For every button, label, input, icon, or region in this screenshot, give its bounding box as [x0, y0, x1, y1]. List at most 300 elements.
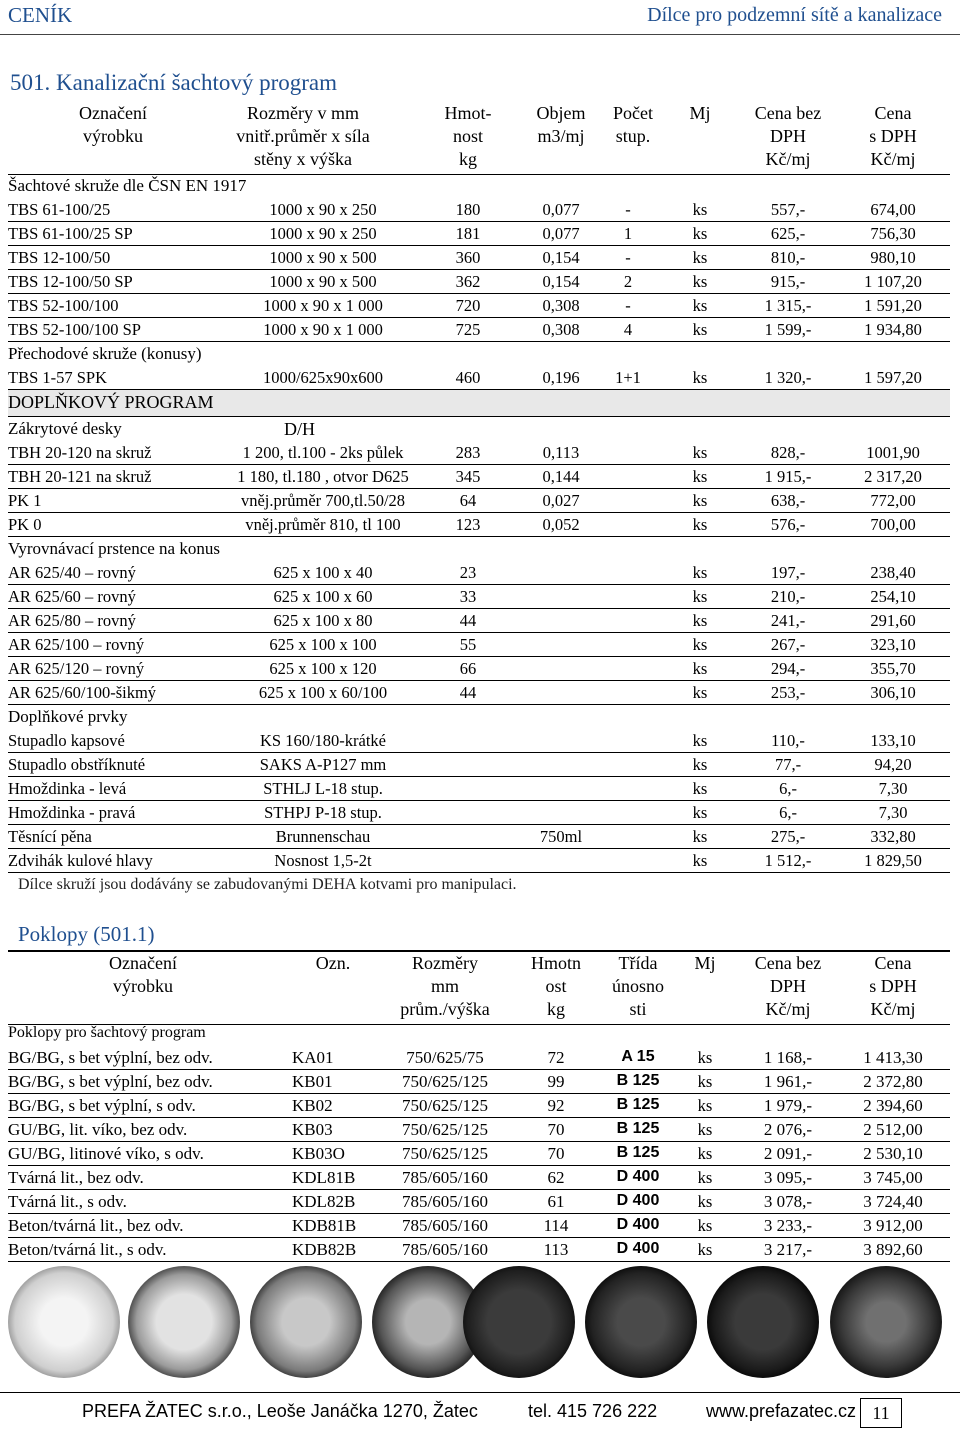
item-unit: ks — [692, 731, 708, 750]
item-mass: 33 — [459, 587, 477, 606]
table-row — [8, 825, 950, 849]
item-price-vat: 2 317,20 — [864, 467, 922, 486]
table-row — [8, 657, 950, 681]
item-dimensions: vněj.průměr 700,tl.50/28 — [240, 491, 406, 510]
group-label: Šachtové skruže dle ČSN EN 1917 — [8, 176, 247, 195]
table-row — [8, 1166, 950, 1190]
item-volume: 0,027 — [542, 491, 580, 510]
group-label: Poklopy pro šachtový program — [8, 1024, 206, 1041]
item-unit: ks — [692, 659, 708, 678]
item-unit: ks — [692, 248, 708, 267]
cover-unit: ks — [697, 1168, 713, 1187]
cover-code: KB03 — [292, 1120, 333, 1139]
cover-mass: 72 — [547, 1048, 565, 1067]
item-price: 275,- — [770, 827, 806, 846]
item-price-vat: 355,70 — [870, 659, 916, 678]
item-price-vat: 1 829,50 — [864, 851, 922, 870]
item-unit: ks — [692, 443, 708, 462]
table-row — [8, 633, 950, 657]
item-price: 1 315,- — [764, 296, 812, 315]
item-volume: 0,196 — [542, 368, 580, 387]
pcol-ozn: Ozn. — [315, 953, 351, 973]
item-unit: ks — [692, 515, 708, 534]
item-dimensions: 1000 x 90 x 250 — [269, 200, 377, 219]
cover-dimensions: 785/605/160 — [402, 1216, 488, 1235]
table-row — [8, 681, 950, 705]
cover-class: B 125 — [616, 1072, 660, 1089]
item-dimensions: vněj.průměr 810, tl 100 — [245, 515, 401, 534]
item-price: 253,- — [770, 683, 806, 702]
col-cena-s: Cena s DPH Kč/mj — [869, 103, 917, 169]
item-unit: ks — [692, 320, 708, 339]
table-row — [8, 513, 950, 537]
table-row — [8, 1094, 950, 1118]
page-number: 11 — [860, 1398, 902, 1428]
item-price-vat: 756,30 — [870, 224, 916, 243]
table-row — [8, 489, 950, 513]
cover-price: 3 095,- — [763, 1168, 813, 1187]
table-row — [8, 561, 950, 585]
table-row — [8, 1070, 950, 1094]
item-dimensions: 1000 x 90 x 1 000 — [263, 296, 383, 315]
cover-class: D 400 — [616, 1192, 660, 1209]
item-name: PK 1 — [8, 491, 42, 510]
cover-price-vat: 2 530,10 — [863, 1144, 923, 1163]
cover-mass: 92 — [547, 1096, 565, 1115]
col-rozmery: Rozměry v mm vnitř.průměr x síla stěny x výška — [236, 103, 370, 169]
item-volume: 0,144 — [542, 467, 580, 486]
item-price: 1 599,- — [764, 320, 812, 339]
table-row — [8, 1214, 950, 1238]
item-dimensions: 1000 x 90 x 500 — [269, 272, 377, 291]
cover-name: GU/BG, lit. víko, bez odv. — [8, 1120, 188, 1139]
item-volume: 750ml — [539, 827, 583, 846]
header-left: CENÍK — [8, 3, 73, 27]
cover-code: KB01 — [292, 1072, 333, 1091]
item-dimensions: 1000/625x90x600 — [262, 368, 384, 387]
manhole-cover-image — [128, 1266, 240, 1378]
table-row — [8, 585, 950, 609]
item-unit: ks — [692, 587, 708, 606]
table-row — [8, 801, 950, 825]
item-unit: ks — [692, 803, 708, 822]
item-price: 197,- — [770, 563, 806, 582]
item-price-vat: 332,80 — [870, 827, 916, 846]
poklopy-title: Poklopy (501.1) — [18, 922, 155, 946]
cover-code: KB03O — [292, 1144, 345, 1163]
item-price: 638,- — [770, 491, 806, 510]
table-row — [8, 222, 950, 246]
item-mass: 725 — [455, 320, 481, 339]
cover-name: Beton/tvárná lit., s odv. — [8, 1240, 167, 1259]
item-name: TBS 52-100/100 — [8, 296, 119, 315]
item-volume: 0,308 — [542, 296, 580, 315]
cover-price-vat: 3 892,60 — [863, 1240, 923, 1259]
item-unit: ks — [692, 779, 708, 798]
item-price-vat: 291,60 — [870, 611, 916, 630]
item-price-vat: 7,30 — [878, 803, 908, 822]
table-row — [8, 1238, 950, 1262]
pcol-oznaceni: Označení výrobku — [109, 953, 177, 996]
pcol-rozmery: Rozměry mm prům./výška — [400, 953, 490, 1019]
manhole-cover-image — [707, 1266, 819, 1378]
cover-price-vat: 3 745,00 — [863, 1168, 923, 1187]
item-price: 294,- — [770, 659, 806, 678]
cover-price: 3 233,- — [763, 1216, 813, 1235]
pcol-trida: Třída únosno sti — [611, 953, 664, 1019]
group-row — [8, 342, 950, 365]
table-header — [8, 102, 950, 175]
item-mass: 720 — [455, 296, 481, 315]
item-mass: 181 — [455, 224, 481, 243]
item-price: 77,- — [774, 755, 802, 774]
table-row — [8, 729, 950, 753]
banner-label: DOPLŇKOVÝ PROGRAM — [8, 392, 214, 412]
item-dimensions: SAKS A-P127 mm — [259, 755, 387, 774]
manhole-cover-image — [585, 1266, 697, 1378]
item-unit: ks — [692, 368, 708, 387]
item-dimensions: 1 180, tl.180 , otvor D625 — [237, 467, 409, 486]
table-row — [8, 609, 950, 633]
cover-mass: 70 — [547, 1144, 565, 1163]
item-dimensions: STHPJ P-18 stup. — [264, 803, 382, 822]
table-row — [8, 1190, 950, 1214]
item-mass: 362 — [455, 272, 481, 291]
cover-code: KDB81B — [292, 1216, 357, 1235]
table-row — [8, 270, 950, 294]
item-steps: 4 — [623, 320, 633, 339]
item-dimensions: 625 x 100 x 60/100 — [258, 683, 388, 702]
footer-phone: tel. 415 726 222 — [528, 1401, 658, 1421]
item-price: 6,- — [779, 779, 797, 798]
item-mass: 66 — [459, 659, 477, 678]
cover-dimensions: 785/605/160 — [402, 1240, 488, 1259]
table-row — [8, 465, 950, 489]
cover-class: B 125 — [616, 1096, 660, 1113]
cover-name: Tvárná lit., s odv. — [8, 1192, 127, 1211]
cover-mass: 113 — [543, 1240, 569, 1259]
table-row — [8, 294, 950, 318]
item-steps: - — [625, 200, 631, 219]
cover-unit: ks — [697, 1144, 713, 1163]
group-row — [8, 1022, 950, 1045]
item-price-vat: 980,10 — [870, 248, 916, 267]
item-mass: 44 — [459, 611, 477, 630]
item-dimensions: 625 x 100 x 80 — [273, 611, 373, 630]
cover-code: KDL81B — [292, 1168, 356, 1187]
item-price: 810,- — [770, 248, 806, 267]
item-price-vat: 674,00 — [870, 200, 916, 219]
manhole-cover-image — [830, 1266, 942, 1378]
item-steps: 1+1 — [615, 368, 641, 387]
item-price: 915,- — [770, 272, 806, 291]
item-volume: 0,154 — [542, 248, 580, 267]
group-label: Zákrytové desky — [8, 419, 122, 438]
item-name: AR 625/80 – rovný — [8, 611, 136, 630]
item-volume: 0,308 — [542, 320, 580, 339]
section-title: 501. Kanalizační šachtový program — [10, 70, 337, 95]
cover-code: KA01 — [292, 1048, 334, 1067]
item-price-vat: 94,20 — [874, 755, 912, 774]
cover-mass: 70 — [547, 1120, 565, 1139]
item-steps: 1 — [623, 224, 633, 243]
cover-price: 1 979,- — [763, 1096, 813, 1115]
item-price: 6,- — [779, 803, 797, 822]
item-price: 267,- — [770, 635, 806, 654]
table-row — [8, 1046, 950, 1070]
item-price: 576,- — [770, 515, 806, 534]
cover-name: GU/BG, litinové víko, s odv. — [8, 1144, 204, 1163]
item-dimensions: 625 x 100 x 60 — [273, 587, 373, 606]
item-name: AR 625/120 – rovný — [8, 659, 145, 678]
item-name: Stupadlo kapsové — [8, 731, 125, 750]
pcol-cena-s: Cena s DPH Kč/mj — [869, 953, 917, 1019]
note: Dílce skruží jsou dodávány se zabudovanými DEHA kotvami pro manipulaci. — [18, 876, 517, 893]
cover-price-vat: 2 372,80 — [863, 1072, 923, 1091]
item-price-vat: 1 597,20 — [864, 368, 922, 387]
cover-price: 2 091,- — [763, 1144, 813, 1163]
item-price-vat: 133,10 — [870, 731, 916, 750]
item-name: Stupadlo obstříknuté — [8, 755, 146, 774]
col-cena-bez: Cena bez DPH Kč/mj — [754, 103, 822, 169]
page-footer — [0, 1392, 960, 1431]
col-pocet: Počet stup. — [613, 103, 653, 146]
item-unit: ks — [692, 467, 708, 486]
item-price-vat: 1 591,20 — [864, 296, 922, 315]
header-right: Dílce pro podzemní sítě a kanalizace — [647, 4, 942, 26]
item-price-vat: 1 107,20 — [864, 272, 922, 291]
group-row — [8, 417, 950, 440]
item-name: TBH 20-121 na skruž — [8, 467, 152, 486]
item-price-vat: 1 934,80 — [864, 320, 922, 339]
cover-class: D 400 — [616, 1168, 660, 1185]
item-name: Hmoždinka - levá — [8, 779, 127, 798]
item-mass: 283 — [455, 443, 481, 462]
cover-unit: ks — [697, 1192, 713, 1211]
cover-dimensions: 785/605/160 — [402, 1192, 488, 1211]
pcol-hmotnost: Hmotn ost kg — [530, 953, 581, 1019]
col-objem: Objem m3/mj — [536, 103, 586, 146]
item-dimensions: 625 x 100 x 40 — [273, 563, 373, 582]
item-dimensions: Nosnost 1,5-2t — [274, 851, 372, 870]
item-mass: 44 — [459, 683, 477, 702]
cover-code: KDB82B — [292, 1240, 357, 1259]
item-price-vat: 254,10 — [870, 587, 916, 606]
cover-mass: 62 — [547, 1168, 565, 1187]
cover-unit: ks — [697, 1048, 713, 1067]
item-price: 1 320,- — [764, 368, 812, 387]
item-volume: 0,154 — [542, 272, 580, 291]
item-name: AR 625/40 – rovný — [8, 563, 136, 582]
item-dimensions: STHLJ L-18 stup. — [263, 779, 383, 798]
item-price-vat: 306,10 — [870, 683, 916, 702]
item-price: 241,- — [770, 611, 806, 630]
footer-company: PREFA ŽATEC s.r.o., Leoše Janáčka 1270, Žatec — [82, 1401, 478, 1421]
cover-price: 1 168,- — [763, 1048, 813, 1067]
page-header — [0, 0, 960, 35]
cover-class: D 400 — [616, 1216, 660, 1233]
group-sub: D/H — [284, 419, 315, 439]
item-volume: 0,113 — [542, 443, 580, 462]
manhole-cover-image — [463, 1266, 575, 1378]
item-mass: 360 — [455, 248, 481, 267]
item-dimensions: Brunnenschau — [275, 827, 371, 846]
item-mass: 180 — [455, 200, 481, 219]
cover-price: 1 961,- — [763, 1072, 813, 1091]
table-row — [8, 198, 950, 222]
item-name: Zdvihák kulové hlavy — [8, 851, 153, 870]
item-name: TBH 20-120 na skruž — [8, 443, 152, 462]
cover-dimensions: 750/625/125 — [402, 1072, 488, 1091]
item-unit: ks — [692, 272, 708, 291]
item-unit: ks — [692, 491, 708, 510]
item-name: TBS 52-100/100 SP — [8, 320, 141, 339]
group-label: Doplňkové prvky — [8, 707, 128, 726]
group-row — [8, 537, 950, 560]
table-row — [8, 441, 950, 465]
manhole-cover-image — [8, 1266, 120, 1378]
item-name: AR 625/100 – rovný — [8, 635, 145, 654]
item-price: 210,- — [770, 587, 806, 606]
item-price-vat: 772,00 — [870, 491, 916, 510]
group-row — [8, 174, 950, 197]
col-oznaceni: Označení výrobku — [79, 103, 147, 146]
col-mj: Mj — [689, 103, 711, 123]
item-dimensions: 625 x 100 x 120 — [269, 659, 377, 678]
item-name: AR 625/60/100-šikmý — [8, 683, 157, 702]
table-row — [8, 849, 950, 873]
table-row — [8, 753, 950, 777]
table-row — [8, 1118, 950, 1142]
item-name: TBS 12-100/50 — [8, 248, 111, 267]
item-volume: 0,077 — [542, 200, 580, 219]
item-unit: ks — [692, 827, 708, 846]
item-price-vat: 1001,90 — [866, 443, 920, 462]
item-unit: ks — [692, 224, 708, 243]
cover-name: BG/BG, s bet výplní, s odv. — [8, 1096, 196, 1115]
cover-unit: ks — [697, 1072, 713, 1091]
group-row — [8, 705, 950, 728]
item-price: 828,- — [770, 443, 806, 462]
item-mass: 123 — [455, 515, 481, 534]
cover-name: BG/BG, s bet výplní, bez odv. — [8, 1048, 213, 1067]
table-row — [8, 246, 950, 270]
cover-unit: ks — [697, 1120, 713, 1139]
cover-mass: 114 — [543, 1216, 569, 1235]
cover-dimensions: 750/625/125 — [402, 1120, 488, 1139]
item-name: Hmoždinka - pravá — [8, 803, 136, 822]
item-unit: ks — [692, 563, 708, 582]
item-unit: ks — [692, 755, 708, 774]
item-unit: ks — [692, 296, 708, 315]
item-dimensions: 1000 x 90 x 500 — [269, 248, 377, 267]
item-name: TBS 61-100/25 SP — [8, 224, 133, 243]
item-steps: - — [625, 296, 631, 315]
item-name: TBS 12-100/50 SP — [8, 272, 133, 291]
cover-mass: 99 — [547, 1072, 565, 1091]
item-price: 625,- — [770, 224, 806, 243]
table-row — [8, 777, 950, 801]
footer-web: www.prefazatec.cz — [706, 1401, 857, 1421]
cover-unit: ks — [697, 1096, 713, 1115]
item-price: 110,- — [771, 731, 805, 750]
item-name: AR 625/60 – rovný — [8, 587, 136, 606]
pcol-cena-bez: Cena bez DPH Kč/mj — [754, 953, 822, 1019]
item-mass: 55 — [459, 635, 477, 654]
cover-dimensions: 750/625/75 — [406, 1048, 484, 1067]
item-dimensions: KS 160/180-krátké — [259, 731, 387, 750]
item-mass: 345 — [455, 467, 481, 486]
cover-unit: ks — [697, 1240, 713, 1259]
cover-dimensions: 785/605/160 — [402, 1168, 488, 1187]
banner-row — [8, 390, 950, 417]
item-name: Těsnící pěna — [8, 827, 92, 846]
item-price: 1 512,- — [764, 851, 812, 870]
item-unit: ks — [692, 635, 708, 654]
cover-price-vat: 3 912,00 — [863, 1216, 923, 1235]
item-volume: 0,052 — [542, 515, 580, 534]
cover-price: 3 078,- — [763, 1192, 813, 1211]
item-price-vat: 238,40 — [870, 563, 916, 582]
cover-class: B 125 — [616, 1120, 660, 1137]
col-hmotnost: Hmot- nost kg — [444, 103, 492, 169]
cover-dimensions: 750/625/125 — [402, 1096, 488, 1115]
pcol-mj: Mj — [694, 953, 716, 973]
item-price-vat: 323,10 — [870, 635, 916, 654]
item-unit: ks — [692, 611, 708, 630]
item-volume: 0,077 — [542, 224, 580, 243]
cover-unit: ks — [697, 1216, 713, 1235]
item-price-vat: 7,30 — [878, 779, 908, 798]
cover-price-vat: 2 394,60 — [863, 1096, 923, 1115]
group-label: Přechodové skruže (konusy) — [8, 344, 202, 363]
cover-price: 2 076,- — [763, 1120, 813, 1139]
item-price-vat: 700,00 — [870, 515, 916, 534]
product-photos — [0, 1262, 960, 1382]
item-mass: 23 — [459, 563, 477, 582]
item-mass: 64 — [459, 491, 477, 510]
cover-class: A 15 — [621, 1048, 655, 1065]
cover-price-vat: 2 512,00 — [863, 1120, 923, 1139]
item-price: 1 915,- — [764, 467, 812, 486]
item-unit: ks — [692, 851, 708, 870]
item-name: TBS 61-100/25 — [8, 200, 111, 219]
item-mass: 460 — [455, 368, 481, 387]
cover-price: 3 217,- — [763, 1240, 813, 1259]
cover-price-vat: 1 413,30 — [863, 1048, 923, 1067]
cover-dimensions: 750/625/125 — [402, 1144, 488, 1163]
cover-code: KB02 — [292, 1096, 333, 1115]
cover-price-vat: 3 724,40 — [863, 1192, 923, 1211]
table-row — [8, 366, 950, 390]
manhole-cover-image — [250, 1266, 362, 1378]
item-name: PK 0 — [8, 515, 42, 534]
item-name: TBS 1-57 SPK — [8, 368, 108, 387]
cover-name: Tvárná lit., bez odv. — [8, 1168, 144, 1187]
cover-name: Beton/tvárná lit., bez odv. — [8, 1216, 184, 1235]
item-unit: ks — [692, 200, 708, 219]
item-dimensions: 1 200, tl.100 - 2ks půlek — [242, 443, 404, 462]
cover-name: BG/BG, s bet výplní, bez odv. — [8, 1072, 213, 1091]
cover-code: KDL82B — [292, 1192, 356, 1211]
item-dimensions: 1000 x 90 x 250 — [269, 224, 377, 243]
item-price: 557,- — [770, 200, 806, 219]
item-steps: 2 — [623, 272, 633, 291]
group-label: Vyrovnávací prstence na konus — [8, 539, 220, 558]
cover-class: D 400 — [616, 1240, 660, 1257]
cover-class: B 125 — [616, 1144, 660, 1161]
item-unit: ks — [692, 683, 708, 702]
